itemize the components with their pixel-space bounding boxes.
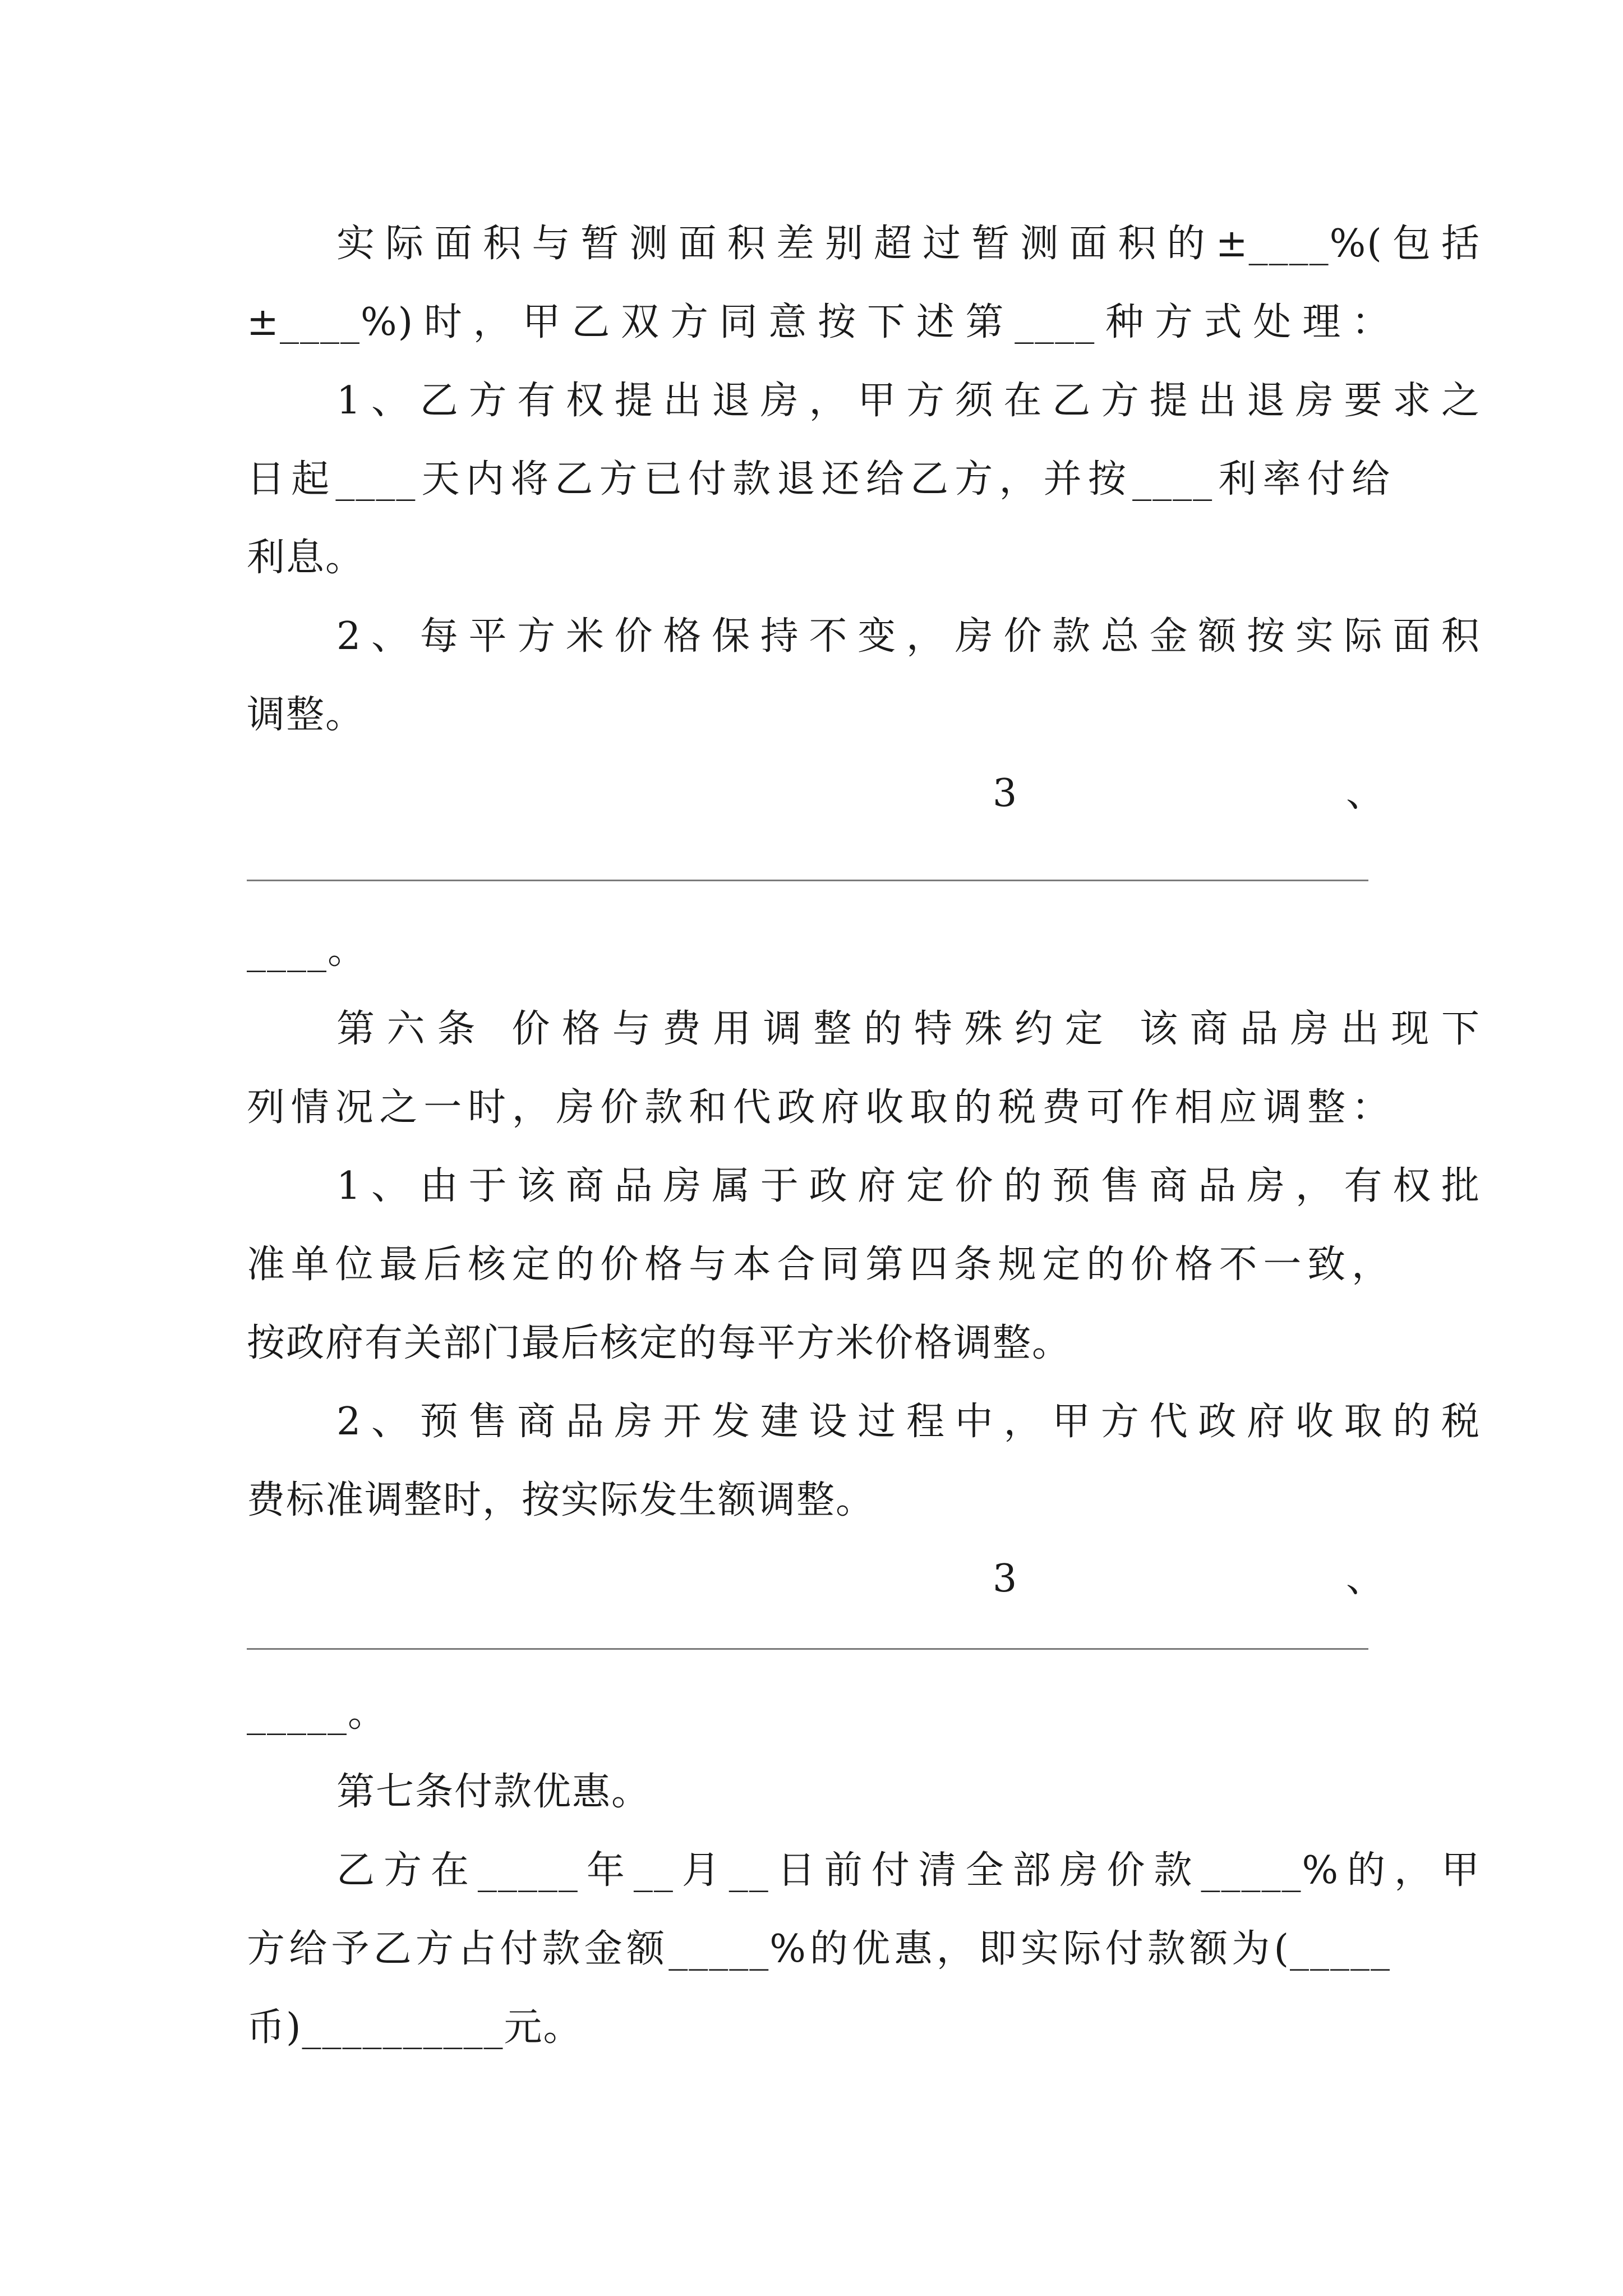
paragraph-option2-line-2: 调整。 — [247, 693, 365, 737]
article-6-item-3-separator: 、 — [1346, 1557, 1385, 1601]
article-6-item1-line-3: 按政府有关部门最后核定的每平方米价格调整。 — [247, 1321, 1072, 1365]
paragraph-area-difference-line-2: ±____%)时，甲乙双方同意按下述第____种方式处理： — [247, 300, 1391, 344]
paragraph-option2-line-1: 2、每平方米价格保持不变，房价款总金额按实际面积 — [336, 614, 1481, 659]
article-7-title: 第七条付款优惠。 — [336, 1770, 651, 1814]
article-6-item-3-number: 3 — [993, 1557, 1017, 1601]
paragraph-option1-line-1: 1、乙方有权提出退房，甲方须在乙方提出退房要求之 — [336, 379, 1481, 423]
article-6-item2-line-1: 2、预售商品房开发建设过程中，甲方代政府收取的税 — [336, 1400, 1481, 1444]
paragraph-option1-line-2: 日起____天内将乙方已付款退还给乙方，并按____利率付给 — [247, 457, 1391, 501]
article-6-item1-line-1: 1、由于该商品房属于政府定价的预售商品房，有权批 — [336, 1164, 1481, 1208]
fill-in-blank-rule — [247, 880, 1368, 881]
article-6-line-1: 第六条 价格与费用调整的特殊约定 该商品房出现下 — [336, 1007, 1481, 1051]
fill-in-blank-rule — [247, 1648, 1368, 1650]
paragraph-area-difference-line-1: 实际面积与暂测面积差别超过暂测面积的±____%(包括 — [336, 222, 1481, 266]
item-3-separator: 、 — [1346, 771, 1385, 816]
article-7-line-1: 乙方在_____年__月__日前付清全部房价款_____%的，甲 — [336, 1848, 1481, 1893]
article-6-item1-line-2: 准单位最后核定的价格与本合同第四条规定的价格不一致， — [247, 1243, 1391, 1287]
item-3-number: 3 — [993, 771, 1017, 816]
article-6-line-2: 列情况之一时，房价款和代政府收取的税费可作相应调整： — [247, 1085, 1391, 1130]
item-3-blank-end: ____。 — [247, 928, 367, 973]
article-6-item-3-blank-end: _____。 — [247, 1691, 388, 1736]
paragraph-option1-line-3: 利息。 — [247, 536, 365, 580]
article-7-line-2: 方给予乙方占付款金额_____%的优惠，即实际付款额为(_____ — [247, 1927, 1391, 1971]
article-6-item2-line-2: 费标准调整时，按实际发生额调整。 — [247, 1478, 875, 1522]
article-7-line-3: 币)__________元。 — [247, 2005, 583, 2050]
